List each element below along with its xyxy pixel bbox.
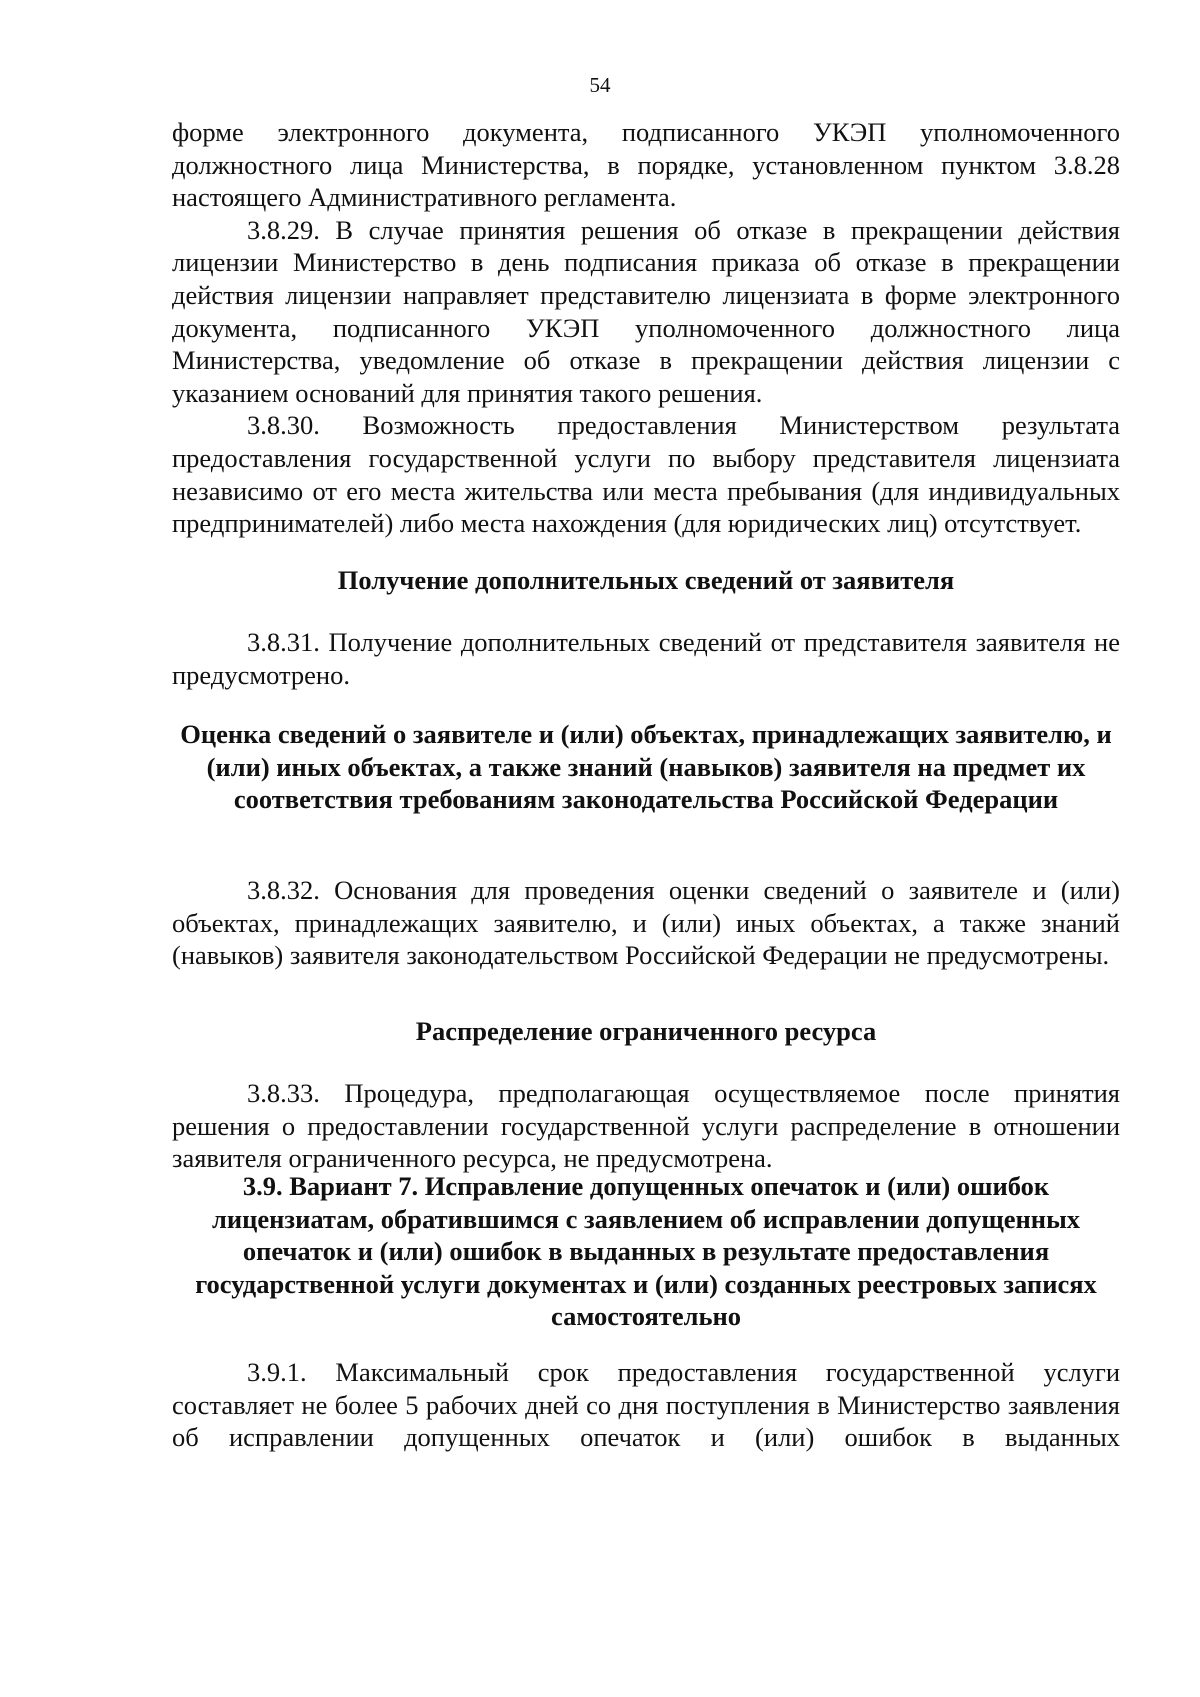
paragraph-3-8-33: 3.8.33. Процедура, предполагающая осуществляемое после принятия решения о предоставлении государственной услуги распределение в отношении заявителя ограниченного ресурса, не предусмотрена.: [172, 1078, 1120, 1174]
paragraph-continuation: форме электронного документа, подписанного УКЭП уполномоченного должностного лица Министерства, в порядке, установленном пунктом 3.8.28 настоящего Административного регламента.: [172, 117, 1120, 213]
body-block-1: [172, 116, 1120, 540]
body-block-2: [172, 626, 1120, 691]
paragraph-3-9-1: 3.9.1. Максимальный срок предоставления государственной услуги составляет не более 5 рабочих дней со дня поступления в Министерство заявления об исправлении допущенных опечаток и (или) ошибок в выданных: [172, 1357, 1120, 1453]
body-block-3: [172, 874, 1120, 972]
body-block-4: [172, 1077, 1120, 1175]
paragraph-3-8-29: 3.8.29. В случае принятия решения об отказе в прекращении действия лицензии Министерство в день подписания приказа об отказе в прекращении действия лицензии направляет представителю лицензиата в форме электронного документа, подписанного УКЭП уполномоченного должностного лица Министерства, уведомление об отказе в прекращении действия лицензии с указанием оснований для принятия такого решения.: [172, 214, 1120, 408]
page-number: 54: [589, 73, 611, 97]
paragraph-3-8-31: 3.8.31. Получение дополнительных сведений от представителя заявителя не предусмотрено.: [172, 627, 1120, 690]
section-heading-assessment: Оценка сведений о заявителе и (или) объектах, принадлежащих заявителю, и (или) иных объектах, а также знаний (навыков) заявителя на предмет их соответствия требованиям законодательства Российской Федерации: [180, 719, 1112, 815]
section-heading-additional-info: Получение дополнительных сведений от заявителя: [337, 565, 955, 595]
paragraph-3-8-30: 3.8.30. Возможность предоставления Министерством результата предоставления государственной услуги по выбору представителя лицензиата независимо от его места жительства или места пребывания (для индивидуальных предпринимателей) либо места нахождения (для юридических лиц) отсутствует.: [172, 410, 1120, 539]
body-block-5: [172, 1356, 1120, 1454]
paragraph-3-8-32: 3.8.32. Основания для проведения оценки сведений о заявителе и (или) объектах, принадлежащих заявителю, и (или) иных объектах, а также знаний (навыков) заявителя законодательством Российской Федерации не предусмотрены.: [172, 875, 1120, 971]
section-heading-variant-7: 3.9. Вариант 7. Исправление допущенных опечаток и (или) ошибок лицензиатам, обратившимся с заявлением об исправлении допущенных опечаток и (или) ошибок в выданных в результате предоставления государственной услуги документах и (или) созданных реестровых записях самостоятельно: [195, 1171, 1097, 1332]
section-heading-limited-resource: Распределение ограниченного ресурса: [415, 1016, 877, 1046]
